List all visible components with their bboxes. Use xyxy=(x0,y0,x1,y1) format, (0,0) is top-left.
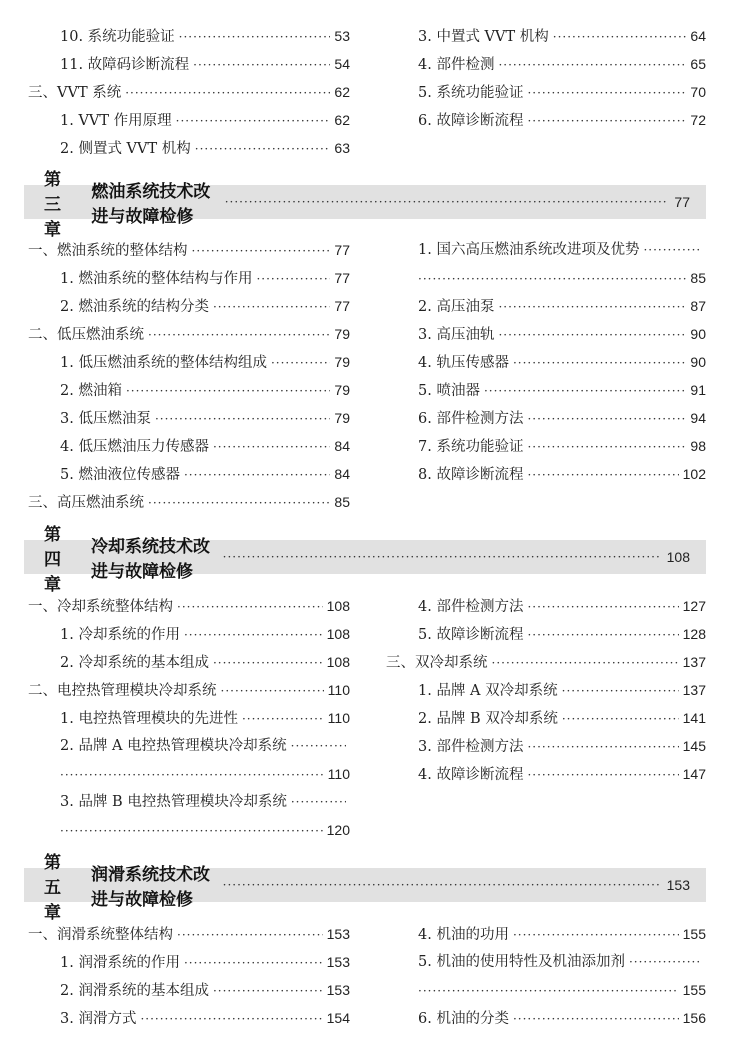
leader-dots xyxy=(193,55,330,75)
leader-dots xyxy=(291,736,346,756)
leader-dots xyxy=(527,597,678,617)
toc-section: 三、双冷却系统 ····· 137 xyxy=(386,652,706,672)
toc-entry: 2. 润滑系统的基本组成 ····· 153 xyxy=(60,980,350,1000)
leader-dots xyxy=(126,381,330,401)
toc-section: 二、电控热管理模块冷却系统 ····· 110 xyxy=(28,680,350,700)
toc-entry: 4. 轨压传感器 ····· 90 xyxy=(418,352,706,372)
leader-dots xyxy=(492,653,679,673)
toc-entry: 2. 品牌 A 电控热管理模块冷却系统 ····· xyxy=(60,736,350,756)
toc-entry: 3. 部件检测方法 ····· 145 xyxy=(418,736,706,756)
leader-dots xyxy=(192,241,331,261)
toc-entry: 6. 部件检测方法 ····· 94 xyxy=(418,408,706,428)
toc-entry: 4. 机油的功用 ····· 155 xyxy=(418,924,706,944)
leader-dots xyxy=(498,55,686,75)
leader-dots xyxy=(148,325,330,345)
leader-dots xyxy=(527,465,678,485)
toc-entry: 1. 电控热管理模块的先进性 ····· 110 xyxy=(60,708,350,728)
toc-section: 一、润滑系统整体结构 ····· 153 xyxy=(28,924,350,944)
toc-entry: 3. 中置式 VVT 机构 ····· 64 xyxy=(418,26,706,46)
leader-dots xyxy=(177,925,323,945)
leader-dots xyxy=(418,269,686,289)
toc-entry: 5. 燃油液位传感器 ····· 84 xyxy=(60,464,350,484)
toc-entry: 1. VVT 作用原理 ····· 62 xyxy=(60,110,350,130)
leader-dots xyxy=(562,681,679,701)
leader-dots xyxy=(213,297,330,317)
leader-dots xyxy=(513,353,686,373)
toc-entry: 6. 故障诊断流程 ····· 72 xyxy=(418,110,706,130)
toc-section: 一、冷却系统整体结构 ····· 108 xyxy=(28,596,350,616)
leader-dots xyxy=(213,981,323,1001)
leader-dots xyxy=(184,465,330,485)
leader-dots xyxy=(125,83,330,103)
leader-dots xyxy=(513,925,679,945)
toc-entry-continued: ····· 155 xyxy=(418,980,706,1000)
leader-dots xyxy=(527,111,686,131)
chapter-title: 润滑系统技术改进与故障检修 xyxy=(91,865,210,910)
toc-entry: 8. 故障诊断流程 ····· 102 xyxy=(418,464,706,484)
leader-dots xyxy=(498,297,686,317)
chapter-heading xyxy=(24,524,706,595)
toc-entry-continued: ····· 85 xyxy=(418,268,706,288)
toc-section: 三、VVT 系统 ····· 62 xyxy=(28,82,350,102)
leader-dots xyxy=(225,195,669,209)
toc-entry: 6. 机油的分类 ····· 156 xyxy=(418,1008,706,1028)
toc-entry-continued: ····· 110 xyxy=(60,764,350,784)
leader-dots xyxy=(527,83,686,103)
leader-dots xyxy=(242,709,324,729)
leader-dots xyxy=(223,878,661,892)
toc-entry: 1. 品牌 A 双冷却系统 ····· 137 xyxy=(418,680,706,700)
toc-entry: 7. 系统功能验证 ····· 98 xyxy=(418,436,706,456)
toc-section: 二、低压燃油系统 ····· 79 xyxy=(28,324,350,344)
leader-dots xyxy=(213,653,323,673)
toc-entry: 4. 低压燃油压力传感器 ····· 84 xyxy=(60,436,350,456)
toc-entry: 11. 故障码诊断流程 ····· 54 xyxy=(60,54,350,74)
chapter-number: 第三章 xyxy=(44,169,61,240)
leader-dots xyxy=(527,737,678,757)
leader-dots xyxy=(527,437,686,457)
leader-dots xyxy=(513,1009,679,1029)
toc-entry: 5. 系统功能验证 ····· 70 xyxy=(418,82,706,102)
toc-entry: 1. 国六高压燃油系统改进项及优势 ····· xyxy=(418,240,706,260)
leader-dots xyxy=(291,792,346,812)
leader-dots xyxy=(184,953,323,973)
chapter-heading xyxy=(24,169,706,240)
toc-entry: 3. 润滑方式 ····· 154 xyxy=(60,1008,350,1028)
chapter-page: 108 xyxy=(666,549,690,565)
toc-entry: 5. 故障诊断流程 ····· 128 xyxy=(418,624,706,644)
chapter-number: 第四章 xyxy=(44,524,61,595)
leader-dots xyxy=(629,952,702,972)
chapter-title: 冷却系统技术改进与故障检修 xyxy=(91,537,210,582)
leader-dots xyxy=(256,269,330,289)
leader-dots xyxy=(179,27,331,47)
leader-dots xyxy=(184,625,323,645)
toc-entry: 2. 燃油系统的结构分类 ····· 77 xyxy=(60,296,350,316)
toc-section: 一、燃油系统的整体结构 ····· 77 xyxy=(28,240,350,260)
leader-dots xyxy=(527,765,678,785)
toc-entry: 2. 冷却系统的基本组成 ····· 108 xyxy=(60,652,350,672)
toc-entry: 1. 润滑系统的作用 ····· 153 xyxy=(60,952,350,972)
toc-entry: 2. 高压油泵 ····· 87 xyxy=(418,296,706,316)
toc-entry: 1. 冷却系统的作用 ····· 108 xyxy=(60,624,350,644)
toc-entry: 3. 低压燃油泵 ····· 79 xyxy=(60,408,350,428)
toc-entry: 2. 燃油箱 ····· 79 xyxy=(60,380,350,400)
toc-entry: 4. 部件检测 ····· 65 xyxy=(418,54,706,74)
leader-dots xyxy=(60,821,323,841)
toc-entry-continued: ····· 120 xyxy=(60,820,350,840)
chapter-heading xyxy=(24,852,706,923)
leader-dots xyxy=(140,1009,322,1029)
leader-dots xyxy=(195,139,331,159)
leader-dots xyxy=(562,709,679,729)
toc-entry: 5. 机油的使用特性及机油添加剂 ····· xyxy=(418,952,706,972)
toc-entry: 4. 故障诊断流程 ····· 147 xyxy=(418,764,706,784)
toc-entry: 10. 系统功能验证 ····· 53 xyxy=(60,26,350,46)
leader-dots xyxy=(148,493,330,513)
leader-dots xyxy=(176,111,331,131)
toc-entry: 3. 高压油轨 ····· 90 xyxy=(418,324,706,344)
leader-dots xyxy=(223,550,661,564)
chapter-page: 77 xyxy=(674,194,690,210)
leader-dots xyxy=(527,625,678,645)
chapter-page: 153 xyxy=(666,877,690,893)
leader-dots xyxy=(177,597,323,617)
leader-dots xyxy=(271,353,330,373)
leader-dots xyxy=(221,681,324,701)
leader-dots xyxy=(498,325,686,345)
toc-entry: 1. 低压燃油系统的整体结构组成 ····· 79 xyxy=(60,352,350,372)
toc-entry: 1. 燃油系统的整体结构与作用 ····· 77 xyxy=(60,268,350,288)
leader-dots xyxy=(213,437,330,457)
toc-entry: 2. 品牌 B 双冷却系统 ····· 141 xyxy=(418,708,706,728)
toc-entry: 4. 部件检测方法 ····· 127 xyxy=(418,596,706,616)
toc-section: 三、高压燃油系统 ····· 85 xyxy=(28,492,350,512)
chapter-title: 燃油系统技术改进与故障检修 xyxy=(91,182,211,227)
toc-entry: 5. 喷油器 ····· 91 xyxy=(418,380,706,400)
toc-entry: 2. 侧置式 VVT 机构 ····· 63 xyxy=(60,138,350,158)
chapter-number: 第五章 xyxy=(44,852,61,923)
leader-dots xyxy=(643,240,702,260)
leader-dots xyxy=(155,409,330,429)
leader-dots xyxy=(527,409,686,429)
leader-dots xyxy=(553,27,687,47)
leader-dots xyxy=(418,981,679,1001)
toc-entry: 3. 品牌 B 电控热管理模块冷却系统 ····· xyxy=(60,792,350,812)
leader-dots xyxy=(60,765,324,785)
leader-dots xyxy=(484,381,686,401)
